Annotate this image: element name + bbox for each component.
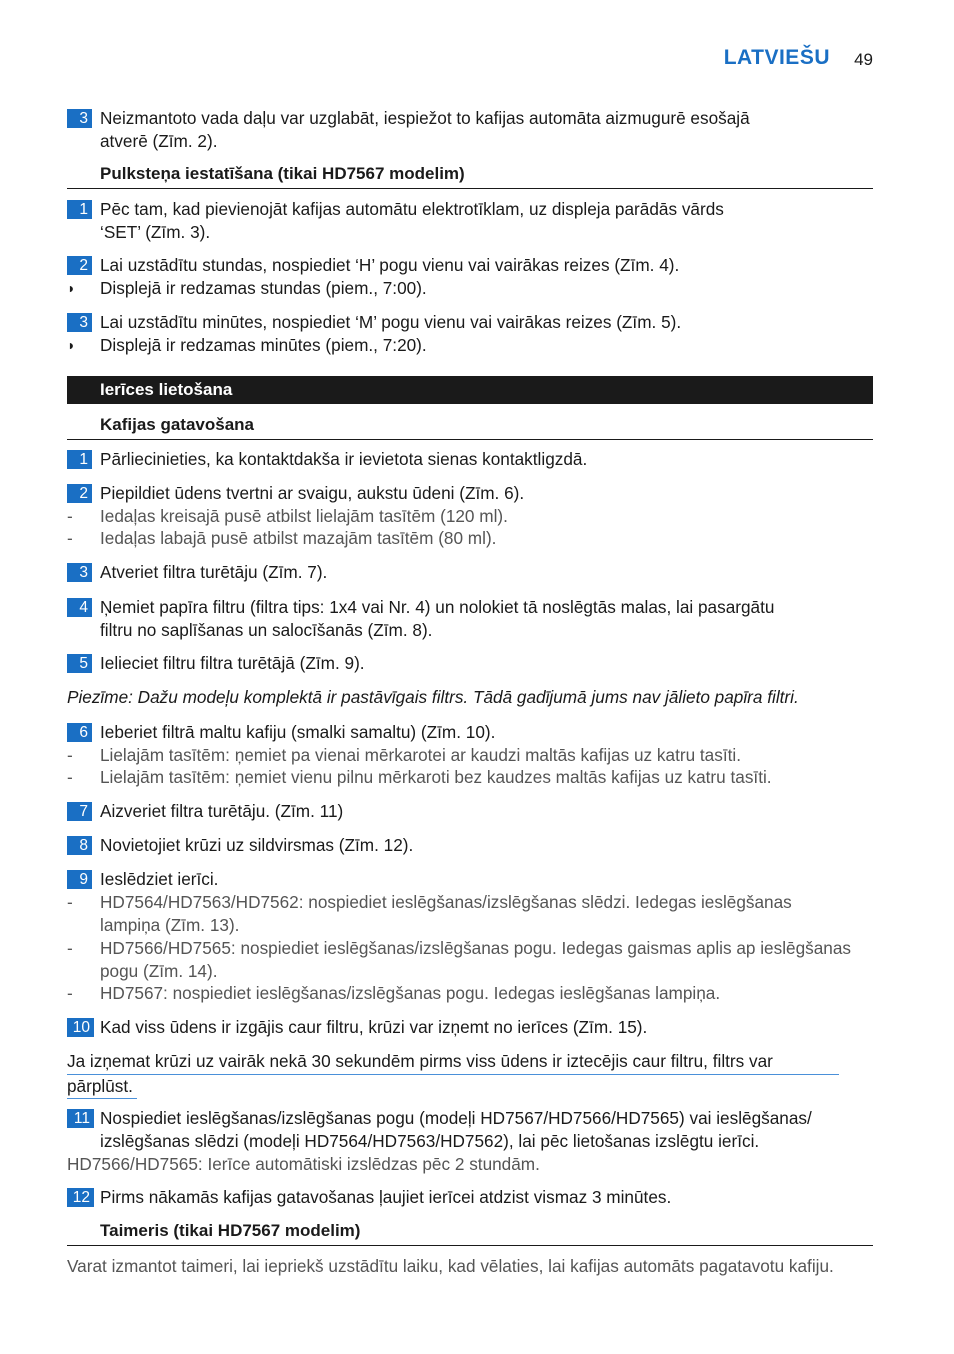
step-number: 1 <box>67 450 92 469</box>
step-text: Neizmantoto vada daļu var uzglabāt, iespiežot to kafijas automāta aizmugurē esošajā atverē (Zīm. 2). <box>100 108 750 151</box>
result-item <box>67 277 857 300</box>
sub-item <box>67 982 857 1005</box>
step-text: Lai uzstādītu stundas, nospiediet ‘H’ pogu vienu vai vairākas reizes (Zīm. 4). <box>100 255 680 275</box>
sub-item <box>67 744 857 767</box>
timer-description: Varat izmantot taimeri, lai iepriekš uzstādītu laiku, kad vēlaties, lai kafijas automāts pagatavotu kafiju. <box>67 1256 834 1276</box>
result-marker-icon: ◗ <box>67 337 76 353</box>
step-number: 2 <box>67 484 92 503</box>
step-number: 10 <box>67 1018 94 1037</box>
result-text: Displejā ir redzamas minūtes (piem., 7:20). <box>100 335 427 355</box>
step-item <box>67 107 857 152</box>
language-label: LATVIEŠU <box>723 46 830 69</box>
dash-marker: - <box>67 528 73 548</box>
page-number: 49 <box>854 50 873 69</box>
sub-text: HD7564/HD7563/HD7562: nospiediet ieslēgšanas/izslēgšanas slēdzi. Iedegas ieslēgšanas lampiņa (Zīm. 13). <box>100 892 792 935</box>
step-item <box>67 198 857 243</box>
step-number: 3 <box>67 313 92 332</box>
section-title-coffee: Kafijas gatavošana <box>67 414 873 440</box>
section-bar-usage: Ierīces lietošana <box>67 376 873 404</box>
result-text: Displejā ir redzamas stundas (piem., 7:00). <box>100 278 427 298</box>
step-item <box>67 868 857 891</box>
step-number: 8 <box>67 836 92 855</box>
model-note: HD7566/HD7565: Ierīce automātiski izslēdzas pēc 2 stundām. <box>67 1154 540 1174</box>
step-item <box>67 254 857 277</box>
step-text: Pirms nākamās kafijas gatavošanas ļaujiet ierīcei atdzist vismaz 3 minūtes. <box>100 1187 672 1207</box>
step-number: 11 <box>67 1109 94 1128</box>
step-number: 4 <box>67 598 92 617</box>
step-text: Lai uzstādītu minūtes, nospiediet ‘M’ pogu vienu vai vairākas reizes (Zīm. 5). <box>100 312 682 332</box>
step-number: 7 <box>67 802 92 821</box>
step-text: Nospiediet ieslēgšanas/izslēgšanas pogu (modeļi HD7567/HD7566/HD7565) vai ieslēgšanas/ izslēgšanas slēdzi (modeļi HD7564/HD7563/HD7562), lai pēc lietošanas izslēgtu ierīci. <box>100 1108 812 1151</box>
sub-text: Iedaļas labajā pusē atbilst mazajām tasītēm (80 ml). <box>100 528 497 548</box>
step-item <box>67 834 857 857</box>
step-item <box>67 561 857 584</box>
section-title-timer: Taimeris (tikai HD7567 modelim) <box>67 1220 873 1246</box>
sub-text: Iedaļas kreisajā pusē atbilst lielajām tasītēm (120 ml). <box>100 506 508 526</box>
section-title-clock: Pulksteņa iestatīšana (tikai HD7567 modelim) <box>67 163 873 189</box>
sub-text: HD7567: nospiediet ieslēgšanas/izslēgšanas pogu. Iedegas ieslēgšanas lampiņa. <box>100 983 721 1003</box>
sub-item <box>67 891 857 936</box>
sub-item <box>67 937 857 982</box>
step-text: Ieberiet filtrā maltu kafiju (smalki samaltu) (Zīm. 10). <box>100 722 496 742</box>
step-item <box>67 800 857 823</box>
step-item <box>67 482 857 505</box>
warning-text: Ja izņemat krūzi uz vairāk nekā 30 sekundēm pirms viss ūdens ir iztecējis caur filtru, filtrs var pārplūst. <box>67 1050 839 1099</box>
step-item <box>67 1186 857 1209</box>
step-number: 5 <box>67 654 92 673</box>
dash-marker: - <box>67 745 73 765</box>
step-text: Ņemiet papīra filtru (filtra tips: 1x4 vai Nr. 4) un nolokiet tā noslēgtās malas, lai pasargātu filtru no saplīšanas un salocīšanās (Zīm. 8). <box>100 597 775 640</box>
step-number: 12 <box>67 1188 94 1207</box>
step-text: Piepildiet ūdens tvertni ar svaigu, aukstu ūdeni (Zīm. 6). <box>100 483 525 503</box>
note-text: Piezīme: Dažu modeļu komplektā ir pastāvīgais filtrs. Tādā gadījumā jums nav jālieto papīra filtri. <box>67 687 799 707</box>
dash-marker: - <box>67 506 73 526</box>
step-number: 9 <box>67 870 92 889</box>
step-item <box>67 1107 857 1152</box>
step-text: Pārliecinieties, ka kontaktdakša ir ievietota sienas kontaktligzdā. <box>100 449 588 469</box>
step-number: 6 <box>67 723 92 742</box>
step-text: Pēc tam, kad pievienojāt kafijas automātu elektrotīklam, uz displeja parādās vārds ‘SET’ (Zīm. 3). <box>100 199 724 242</box>
step-number: 3 <box>67 109 92 128</box>
step-item <box>67 652 857 675</box>
step-item <box>67 596 857 641</box>
step-item <box>67 721 857 744</box>
result-item <box>67 334 857 357</box>
result-marker-icon: ◗ <box>67 280 76 296</box>
step-item <box>67 1016 857 1039</box>
dash-marker: - <box>67 767 73 787</box>
step-text: Kad viss ūdens ir izgājis caur filtru, krūzi var izņemt no ierīces (Zīm. 15). <box>100 1017 648 1037</box>
step-item <box>67 448 857 471</box>
sub-text: Lielajām tasītēm: ņemiet vienu pilnu mērkaroti bez kaudzes maltās kafijas uz katru tasīti. <box>100 767 772 787</box>
step-number: 3 <box>67 563 92 582</box>
step-number: 2 <box>67 256 92 275</box>
step-text: Ielieciet filtru filtra turētājā (Zīm. 9). <box>100 653 365 673</box>
sub-text: Lielajām tasītēm: ņemiet pa vienai mērkarotei ar kaudzi maltās kafijas uz katru tasīti. <box>100 745 741 765</box>
step-item <box>67 311 857 334</box>
step-text: Ieslēdziet ierīci. <box>100 869 219 889</box>
step-text: Aizveriet filtra turētāju. (Zīm. 11) <box>100 801 344 821</box>
dash-marker: - <box>67 892 73 912</box>
step-text: Atveriet filtra turētāju (Zīm. 7). <box>100 562 328 582</box>
sub-item <box>67 527 857 550</box>
dash-marker: - <box>67 938 73 958</box>
step-text: Novietojiet krūzi uz sildvirsmas (Zīm. 12). <box>100 835 414 855</box>
sub-item <box>67 505 857 528</box>
dash-marker: - <box>67 983 73 1003</box>
sub-item <box>67 766 857 789</box>
step-number: 1 <box>67 200 92 219</box>
sub-text: HD7566/HD7565: nospiediet ieslēgšanas/izslēgšanas pogu. Iedegas gaismas aplis ap ieslēgšanas pogu (Zīm. 14). <box>100 938 851 981</box>
